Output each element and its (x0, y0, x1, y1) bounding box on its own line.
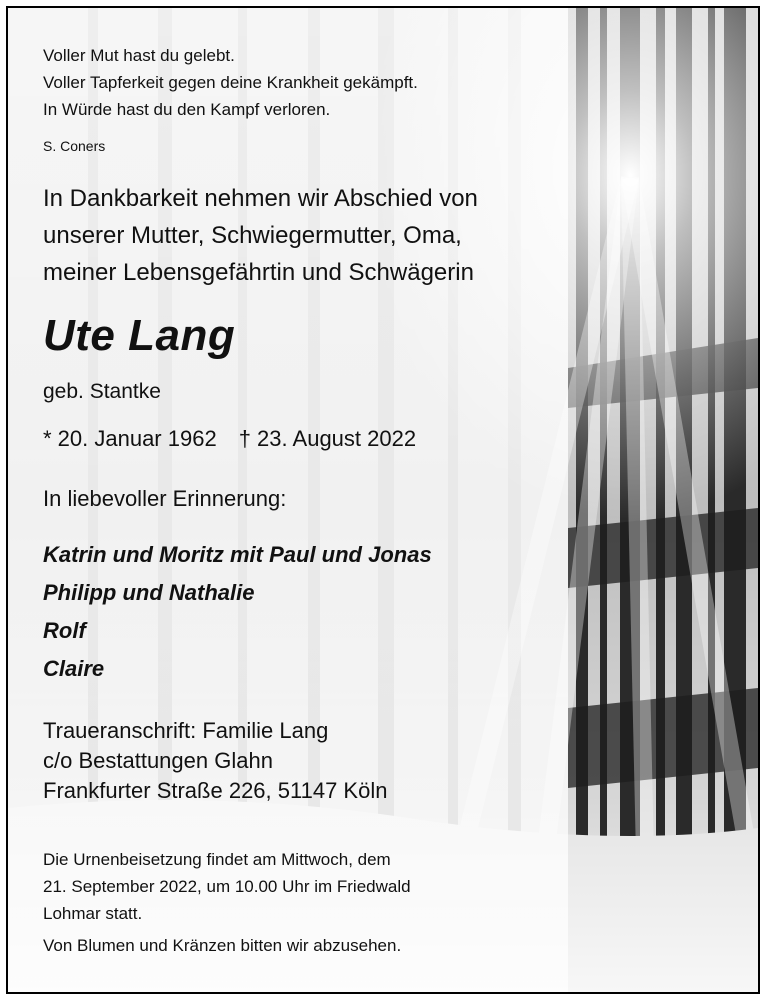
flowers-note: Von Blumen und Kränzen bitten wir abzusehen. (43, 936, 402, 955)
intro-line: meiner Lebensgefährtin und Schwägerin (43, 259, 474, 286)
memory-heading: In liebevoller Erinnerung: (43, 486, 287, 511)
poem-author: S. Coners (43, 138, 106, 154)
poem-line: Voller Mut hast du gelebt. (43, 46, 235, 65)
mourner: Philipp und Nathalie (43, 580, 255, 605)
birth-date: * 20. Januar 1962 (43, 426, 217, 451)
obituary-notice (6, 6, 760, 994)
poem (43, 42, 418, 123)
address-line: c/o Bestattungen Glahn (43, 748, 273, 773)
life-dates (43, 426, 416, 452)
intro-line: In Dankbarkeit nehmen wir Abschied von (43, 185, 478, 212)
intro-line: unserer Mutter, Schwiegermutter, Oma, (43, 222, 462, 249)
birth-name: geb. Stantke (43, 380, 161, 403)
address-line: Frankfurter Straße 226, 51147 Köln (43, 778, 388, 803)
mourner: Katrin und Moritz mit Paul und Jonas (43, 542, 432, 567)
intro-text (43, 180, 478, 291)
notice-text (8, 8, 568, 992)
mourning-address (43, 716, 387, 806)
poem-line: Voller Tapferkeit gegen deine Krankheit gekämpft. (43, 73, 418, 92)
death-date: † 23. August 2022 (238, 426, 417, 451)
mourner: Rolf (43, 618, 86, 643)
deceased-name: Ute Lang (43, 311, 236, 360)
poem-line: In Würde hast du den Kampf verloren. (43, 100, 331, 119)
mourner: Claire (43, 656, 105, 681)
ceremony-info (43, 846, 411, 927)
address-line: Traueranschrift: Familie Lang (43, 718, 329, 743)
ceremony-line: Die Urnenbeisetzung findet am Mittwoch, dem (43, 850, 391, 869)
ceremony-line: Lohmar statt. (43, 904, 143, 923)
mourners-list (43, 536, 432, 688)
ceremony-line: 21. September 2022, um 10.00 Uhr im Friedwald (43, 877, 411, 896)
